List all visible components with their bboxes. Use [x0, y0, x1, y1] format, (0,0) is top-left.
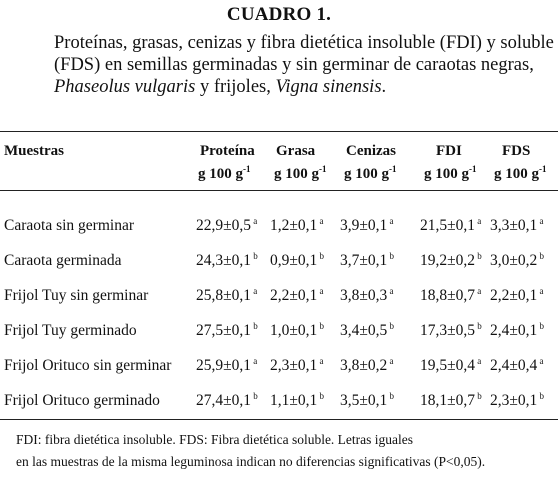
row-label: Caraota sin germinar: [4, 217, 134, 234]
table-cell: 2,3±0,1 $^b$: [490, 390, 545, 409]
table-cell: 19,2±0,2 $^b$: [420, 250, 482, 269]
table-header-rule: [0, 190, 558, 191]
table-cell: 1,1±0,1 $^b$: [270, 390, 325, 409]
column-unit: g 100 $g^{-1}$: [494, 164, 547, 182]
table-cell: 2,4±0,1 $^b$: [490, 320, 545, 339]
row-label: Caraota germinada: [4, 252, 122, 269]
table-cell: 1,0±0,1 $^b$: [270, 320, 325, 339]
column-unit: g 100 $g^{-1}$: [424, 164, 477, 182]
table-cell: 3,3±0,1 $^a$: [490, 215, 544, 234]
row-label: Frijol Orituco sin germinar: [4, 357, 172, 374]
column-header: Muestras: [4, 143, 64, 159]
caption-text-3: .: [381, 77, 387, 97]
table-cell: 2,2±0,1 $^a$: [270, 285, 324, 304]
table-cell: 3,8±0,3 $^a$: [340, 285, 394, 304]
table-cell: 3,0±0,2 $^b$: [490, 250, 545, 269]
table-cell: 17,3±0,5 $^b$: [420, 320, 482, 339]
table-cell: 2,4±0,4 $^a$: [490, 355, 544, 374]
footnote-line-1: FDI: fibra dietética insoluble. FDS: Fibra dietética soluble. Letras iguales: [16, 432, 414, 447]
table-cell: 1,2±0,1 $^a$: [270, 215, 324, 234]
table-cell: 19,5±0,4 $^a$: [420, 355, 482, 374]
table-top-rule: [0, 131, 558, 132]
table-cell: 27,4±0,1 $^b$: [196, 390, 258, 409]
table-cell: 18,1±0,7 $^b$: [420, 390, 482, 409]
row-label: Frijol Orituco germinado: [4, 392, 160, 409]
table-caption: [54, 32, 554, 98]
column-header: FDS: [502, 143, 531, 159]
table-cell: 2,3±0,1 $^a$: [270, 355, 324, 374]
caption-species-1: Phaseolus vulgaris: [54, 77, 196, 97]
table-cell: 0,9±0,1 $^b$: [270, 250, 325, 269]
table-cell: 3,9±0,1 $^a$: [340, 215, 394, 234]
table-cell: 3,5±0,1 $^b$: [340, 390, 395, 409]
caption-text-1: Proteínas, grasas, cenizas y fibra dietética insoluble (FDI) y soluble (FDS) en semillas germinadas y sin germinar de caraotas negras,: [54, 33, 554, 75]
column-unit: g 100 $g^{-1}$: [344, 164, 397, 182]
table-title: CUADRO 1.: [226, 4, 332, 25]
column-header: Grasa: [276, 143, 316, 159]
row-label: Frijol Tuy sin germinar: [4, 287, 149, 304]
column-header: Cenizas: [346, 143, 396, 159]
table-cell: 3,4±0,5 $^b$: [340, 320, 395, 339]
footnote-line-2: en las muestras de la misma leguminosa indican no diferencias significativas (P<0,05).: [16, 454, 486, 469]
table-cell: 2,2±0,1 $^a$: [490, 285, 544, 304]
caption-species-2: Vigna sinensis: [275, 77, 382, 97]
table-cell: 24,3±0,1 $^b$: [196, 250, 258, 269]
table-bottom-rule: [0, 419, 558, 420]
table-cell: 18,8±0,7 $^a$: [420, 285, 482, 304]
table-cell: 22,9±0,5 $^a$: [196, 215, 258, 234]
table-cell: 21,5±0,1 $^a$: [420, 215, 482, 234]
table-cell: 25,8±0,1 $^a$: [196, 285, 258, 304]
table-cell: 25,9±0,1 $^a$: [196, 355, 258, 374]
caption-text-2: y frijoles,: [195, 77, 276, 97]
column-header: FDI: [436, 143, 462, 159]
table-cell: 3,7±0,1 $^b$: [340, 250, 395, 269]
column-header: Proteína: [200, 143, 255, 159]
table-cell: 27,5±0,1 $^b$: [196, 320, 258, 339]
table-cell: 3,8±0,2 $^a$: [340, 355, 394, 374]
row-label: Frijol Tuy germinado: [4, 322, 137, 339]
column-unit: g 100 $g^{-1}$: [274, 164, 327, 182]
column-unit: g 100 $g^{-1}$: [198, 164, 251, 182]
